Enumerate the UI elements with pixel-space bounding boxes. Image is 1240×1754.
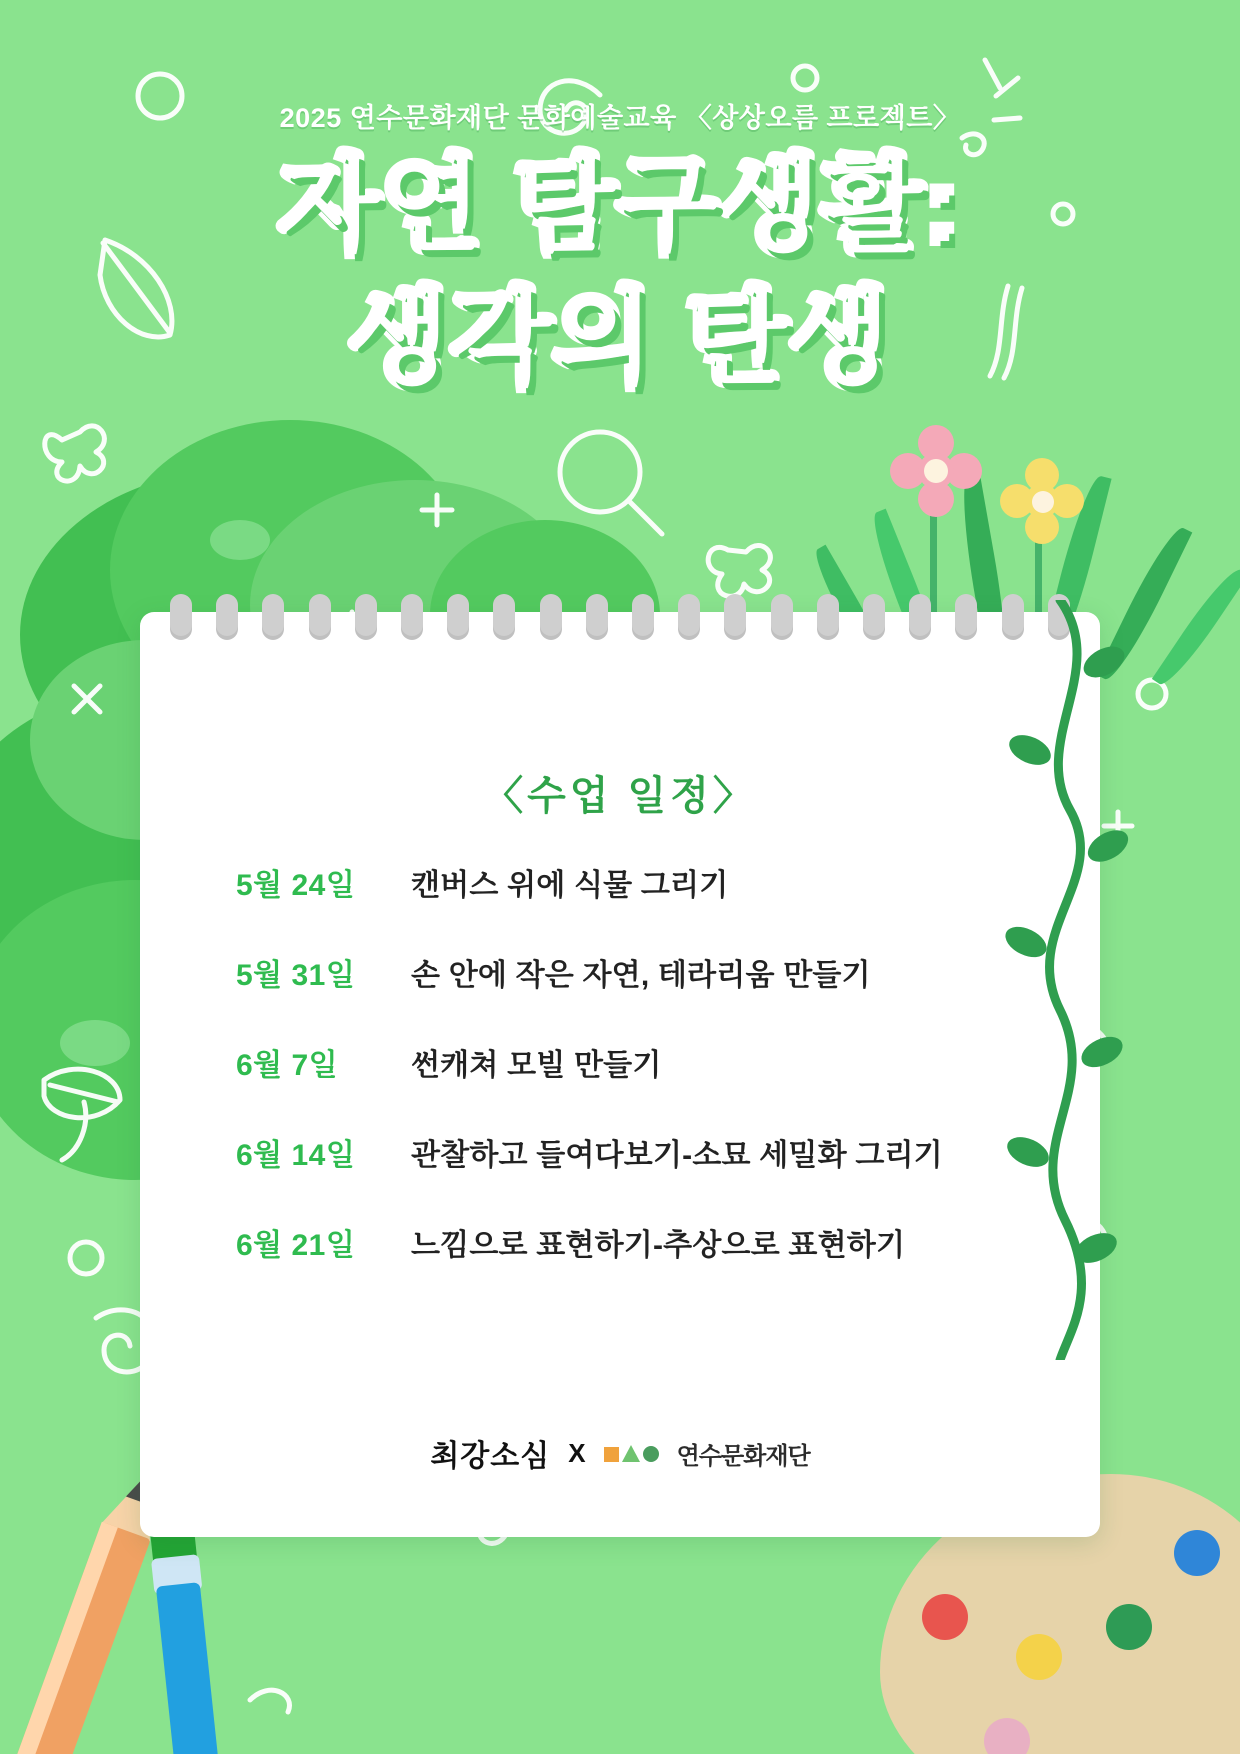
ring-icon (909, 594, 931, 640)
schedule-row (236, 1040, 1030, 1084)
ring-icon (955, 594, 977, 640)
schedule-date: 6월 21일 (236, 1229, 356, 1262)
bush-highlight (210, 520, 270, 560)
schedule-description: 느낌으로 표현하기-추상으로 표현하기 (411, 1229, 906, 1262)
ring-icon (401, 594, 423, 640)
schedule-date: 6월 7일 (236, 1049, 339, 1082)
spiral-rings (170, 594, 1070, 640)
ring-icon (540, 594, 562, 640)
ring-icon (771, 594, 793, 640)
ring-icon (447, 594, 469, 640)
ring-icon (216, 594, 238, 640)
palette-dot-red (922, 1594, 968, 1640)
title-line-1: 자연 탐구생활: (278, 148, 962, 264)
ring-icon (170, 594, 192, 640)
footer-logos (140, 1431, 1100, 1475)
palette-dot-green (1106, 1604, 1152, 1650)
ring-icon (863, 594, 885, 640)
vine-decoration (1000, 600, 1180, 1360)
poster-title (0, 140, 1240, 406)
brand-name: 최강소심 (430, 1440, 551, 1473)
bush-highlight (60, 1020, 130, 1066)
schedule-row (236, 1220, 1030, 1264)
schedule-description: 캔버스 위에 식물 그리기 (411, 869, 729, 902)
schedule-row (236, 860, 1030, 904)
ring-icon (355, 594, 377, 640)
schedule-date: 6월 14일 (236, 1139, 356, 1172)
flower-yellow (1000, 458, 1086, 544)
ring-icon (724, 594, 746, 640)
schedule-description: 썬캐쳐 모빌 만들기 (411, 1049, 662, 1082)
schedule-row (236, 1130, 1030, 1174)
poster-kicker: 2025 연수문화재단 문화예술교육 〈상상오름 프로젝트〉 (279, 103, 961, 133)
palette-dot-blue (1174, 1530, 1220, 1576)
schedule-description: 손 안에 작은 자연, 테라리움 만들기 (411, 959, 871, 992)
ring-icon (493, 594, 515, 640)
schedule-card (140, 612, 1100, 1537)
ring-icon (262, 594, 284, 640)
schedule-list (236, 860, 1030, 1310)
ring-icon (632, 594, 654, 640)
ring-icon (678, 594, 700, 640)
flower-pink (890, 425, 982, 517)
schedule-description: 관찰하고 들여다보기-소묘 세밀화 그리기 (411, 1139, 943, 1172)
title-line-2: 생각의 탄생 (348, 281, 892, 398)
schedule-row (236, 950, 1030, 994)
ring-icon (309, 594, 331, 640)
schedule-date: 5월 24일 (236, 869, 356, 902)
palette-dot-pink (984, 1718, 1030, 1754)
schedule-heading: 〈수업 일정〉 (483, 774, 757, 818)
collaboration-separator: X (568, 1437, 586, 1468)
palette-dot-yellow (1016, 1634, 1062, 1680)
schedule-date: 5월 31일 (236, 959, 356, 992)
ring-icon (586, 594, 608, 640)
ring-icon (817, 594, 839, 640)
foundation-name: 연수문화재단 (676, 1442, 810, 1470)
foundation-logo-icon (604, 1445, 659, 1462)
